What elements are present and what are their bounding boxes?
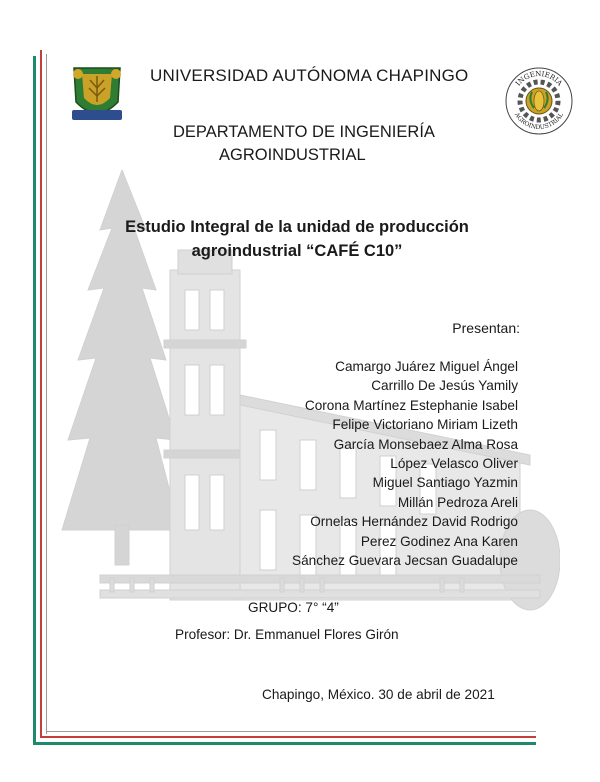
university-name: UNIVERSIDAD AUTÓNOMA CHAPINGO	[150, 66, 469, 85]
frame-line-green-horizontal	[33, 742, 536, 745]
department-line-1: DEPARTAMENTO DE INGENIERÍA	[173, 123, 435, 141]
presenter-name: López Velasco Oliver	[390, 456, 518, 472]
professor-label: Profesor: Dr. Emmanuel Flores Girón	[175, 627, 399, 642]
presenter-name: Felipe Victoriano Miriam Lizeth	[332, 417, 518, 433]
presenter-name: García Monsebaez Alma Rosa	[333, 436, 518, 452]
department-line-2: AGROINDUSTRIAL	[219, 146, 366, 164]
right-logo-text-top: INGENIERIA	[514, 69, 564, 88]
agroindustrial-engineering-logo	[504, 66, 574, 136]
frame-line-red-vertical	[40, 50, 42, 738]
presenter-name: Ornelas Hernández David Rodrigo	[310, 514, 518, 530]
presenters-heading: Presentan:	[452, 320, 520, 336]
place-date: Chapingo, México. 30 de abril de 2021	[262, 687, 495, 702]
right-logo-text-bottom: AGROINDUSTRIAL	[513, 111, 565, 132]
presenters-list	[292, 357, 518, 570]
document-title-line-1: Estudio Integral de la unidad de producción	[125, 218, 469, 236]
presenter-name: Miguel Santiago Yazmin	[372, 475, 518, 491]
presenter-name: Corona Martínez Estephanie Isabel	[304, 397, 518, 413]
presenter-name: Camargo Juárez Miguel Ángel	[335, 359, 518, 374]
university-emblem-logo	[64, 62, 130, 128]
presenter-name: Perez Godinez Ana Karen	[360, 533, 518, 549]
frame-line-grey-vertical	[46, 54, 47, 734]
presenter-name: Millán Pedroza Areli	[397, 494, 518, 510]
presenter-name: Carrillo De Jesús Yamily	[371, 378, 518, 394]
frame-line-red-horizontal	[40, 736, 536, 738]
frame-line-grey-horizontal	[46, 731, 536, 732]
document-title-line-2: agroindustrial “CAFÉ C10”	[191, 242, 403, 260]
group-label: GRUPO: 7° “4”	[248, 600, 339, 615]
presenter-name: Sánchez Guevara Jecsan Guadalupe	[292, 553, 518, 569]
frame-line-green-vertical	[33, 56, 36, 744]
